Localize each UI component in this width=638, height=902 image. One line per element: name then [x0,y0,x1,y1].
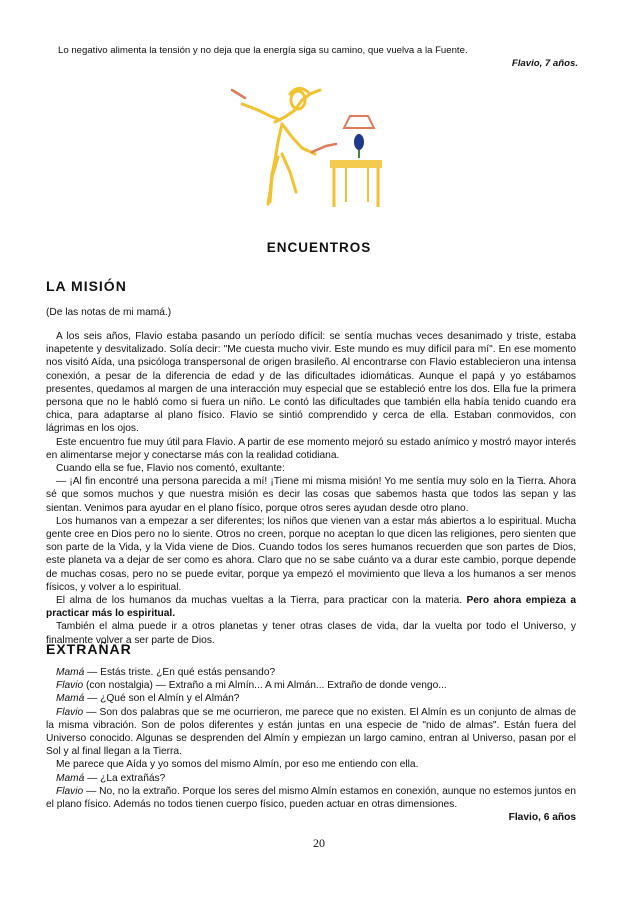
speaker: Mamá [56,693,85,705]
dialogue-line [46,692,576,705]
chapter-title: ENCUENTROS [266,240,372,255]
paragraph [46,594,576,620]
section-la-mision-body [46,306,576,319]
dialogue-text: Me parece que Aída y yo somos del mismo Almín, por eso me entiendo con ella. [56,759,419,771]
page-number: 20 [313,836,325,850]
dialogue-text: — ¿Qué son el Almín y el Almán? [84,693,240,705]
paragraph: También el alma puede ir a otros planetas y tener otras clases de vida, dar la vuelta por todo el Universo, y finalmente volver a ser parte de Dios. [46,621,576,646]
drawing-figure [242,88,320,204]
dialogue-line [46,758,576,771]
speaker: Flavio [56,785,84,797]
dialogue-line [46,772,576,785]
speaker-note: (con nostalgia) [83,680,153,692]
speaker: Mamá [56,667,85,678]
speaker: Flavio [56,680,84,692]
source-note: (De las notas de mi mamá.) [46,307,172,318]
speaker: Mamá [56,772,85,784]
section-heading-extranar: EXTRAÑAR [46,641,132,657]
epigraph-quote: Lo negativo alimenta la tensión y no deja que la energía siga su camino, que vuelva a la Fuente. [58,45,468,56]
section-la-mision-paragraphs [46,330,576,647]
speaker: Flavio [56,706,84,718]
dialogue-signature: Flavio, 6 años [508,812,576,824]
paragraph: Este encuentro fue muy útil para Flavio. A partir de ese momento mejoró su estado anímico y mostró mayor interés en alimentarse mejor y conectarse más con la realidad cotidiana. [46,436,576,461]
dialogue-text: — Son dos palabras que se me ocurrieron, me parece que no existen. El Almín es un conjunto de almas de la misma vibración. Son de polos diferentes y están juntas en una especie de "nido de almas". Están fuera del Universo conocido. Algunas se desprenden del Almín y empiezan un largo camino, entran al Universo, pasan por el Sol y al final llegan a la Tierra. [46,706,576,758]
dialogue-text: — ¿La extrañás? [84,772,166,784]
section-heading-la-mision: LA MISIÓN [46,278,127,294]
dialogue-text: — No, no la extraño. Porque los seres del mismo Almín estamos en conexión, aunque no estemos juntos en el plano físico. Además no todos tienen cuerpo físico, pueden actuar en otras dimensiones. [46,785,576,811]
dialogue-line [46,666,576,679]
dialogue-line [46,785,576,811]
dialogue-line [46,679,576,692]
drawing-lamp [330,116,382,207]
epigraph-signature: Flavio, 7 años. [511,58,578,69]
section-extranar-dialogue [46,666,576,824]
child-drawing [220,82,390,222]
paragraph: — ¡Al fin encontré una persona parecida a mí! ¡Tiene mi misma misión! Yo me sentía muy solo en la Tierra. Ahora sé que somos muchos y que nuestra misión es decir las cosas que sabemos hasta que todos las sepan y las sientan. Venimos para ayudar en el plano físico, porque otros seres ayudan desde otro plano. [46,476,576,514]
dialogue-text: — Extraño a mi Almín... A mi Almán... Extraño de donde vengo... [152,680,447,692]
paragraph: Cuando ella se fue, Flavio nos comentó, exultante: [56,463,285,475]
paragraph: Los humanos van a empezar a ser diferentes; los niños que vienen van a estar más abiertos a lo espiritual. Mucha gente cree en Dios pero no lo siente. Otros no creen, porque no aceptan lo que dicen las religiones, pero sienten que son parte de la Vida, y la Vida viene de Dios. Cuando todos los seres humanos recuerden que son partes de Dios, este planeta va a dejar de ser como es ahora. Claro que no se sabe cuánto va a durar este cambio, porque depende de muchas cosas, pero no se puede evitar, porque ya empezó el movimiento que lleva a los humanos a ser menos físicos, y volver a lo espiritual. [46,515,576,593]
paragraph-bold-text: Pero ahora empieza a practicar más lo espiritual. [46,595,576,620]
dialogue-line [46,706,576,759]
paragraph: A los seis años, Flavio estaba pasando un período difícil: se sentía muchas veces desanimado y triste, estaba inapetente y desvitalizado. Solía decir: "Me cuesta mucho vivir. Este mundo es muy difícil para mí". En ese momento nos visitó Aída, una psicóloga transpersonal de origen brasileño. Al encontrarse con Flavio establecieron una intensa conexión, a pesar de la diferencia de edad y de las dificultades idiomáticas. Aunque el papá y yo estábamos presentes, quedamos al margen de una interacción muy especial que se estableció entre los dos. Ella fue la primera persona que no le habló como si fuera un niño. Le contó las dificultades que también ella había tenido cuando era chica, para adaptarse al plano físico. Flavio se sintió comprendido y cerca de ella. Estaban conmovidos, con lágrimas en los ojos. [46,331,576,435]
dialogue-text: — Estás triste. ¿En qué estás pensando? [84,667,276,678]
paragraph-text: El alma de los humanos da muchas vueltas a la Tierra, para practicar con la materia. [56,595,467,607]
